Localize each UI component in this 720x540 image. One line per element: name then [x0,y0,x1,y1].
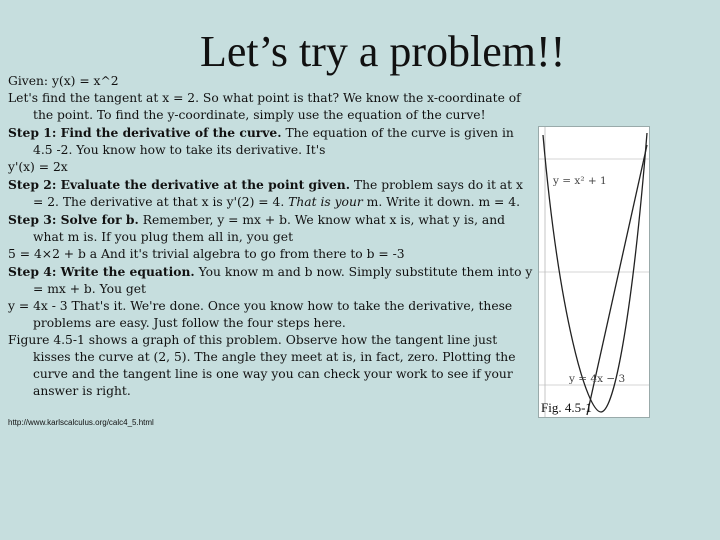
step-1-label: Step 1: Find the derivative of the curve. [8,125,282,140]
figure-caption: Fig. 4.5-1 [541,400,592,415]
step-3-text: Remember, y = mx + b. We know what x is, what y is, and what m is. If you plug them all in, you get [33,213,506,244]
given-line: Given: y(x) = x^2 [8,74,119,88]
step-1 [8,124,534,159]
step-2 [8,176,534,211]
step-2-label: Step 2: Evaluate the derivative at the point given. [8,177,350,192]
slide-title: Let’s try a problem!! [200,27,566,76]
intro-paragraph: Let's find the tangent at x = 2. So what point is that? We know the x-coordinate of the point. To find the y-coordinate, simply use the equation of the curve! [8,91,521,122]
step-2-text-a: The problem says do it at x = 2. The derivative at that x is y'(2) = 4. [33,178,523,209]
step-3 [8,211,534,246]
step-4-label: Step 4: Write the equation. [8,264,195,279]
derivative-line: y'(x) = 2x [8,160,68,174]
curve-equation-label: y = x² + 1 [553,175,607,187]
step-1-text: The equation of the curve is given in 4.5 -2. You know how to take its derivative. It's [33,126,514,157]
step-2-text-b: m. Write it down. m = 4. [362,195,520,209]
final-equation: y = 4x - 3 That's it. We're done. Once you know how to take the derivative, these problems are easy. Just follow the four steps here. [8,299,513,330]
step-4-text: You know m and b now. Simply substitute them into y = mx + b. You get [33,265,533,296]
source-link[interactable]: http://www.karlscalculus.org/calc4_5.html [8,418,154,427]
tangent-equation-label: y = 4x − 3 [569,373,626,385]
step-3-label: Step 3: Solve for b. [8,212,139,227]
figure-description: Figure 4.5-1 shows a graph of this problem. Observe how the tangent line just kisses the curve at (2, 5). The angle they meet at is, in fact, zero. Plotting the curve and the tangent line is one way you can check your work to see if your answer is right. [8,333,516,398]
step-2-emphasis: That is your [288,195,363,209]
figure-graph [538,126,650,418]
slide-body [8,73,534,400]
step-4 [8,263,534,298]
step-3-result: 5 = 4×2 + b a And it's trivial algebra to go from there to b = -3 [8,247,405,261]
